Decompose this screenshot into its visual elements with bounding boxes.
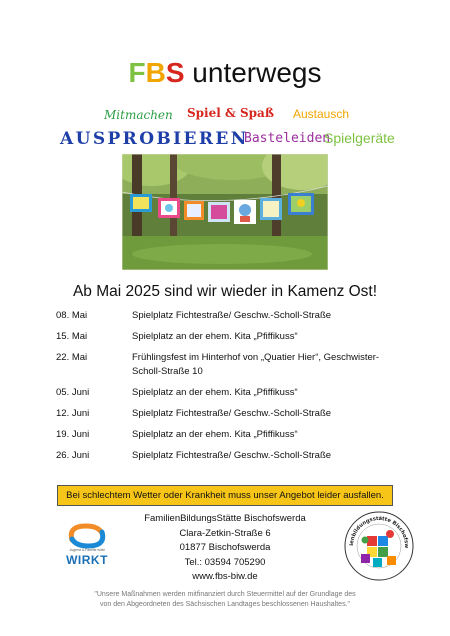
photo-illustration: [122, 154, 328, 270]
schedule-location: Frühlingsfest im Hinterhof von „Quatier Hier“, Geschwister-Scholl-Straße 10: [132, 352, 380, 377]
schedule-row: [56, 330, 396, 344]
wirkt-logo-small-text: Jugend & Familie wirkt: [69, 548, 105, 552]
schedule-row: [56, 309, 396, 323]
schedule-date: 15. Mai: [56, 331, 88, 342]
tagline-basteleiden: Basteleiden: [244, 131, 331, 146]
schedule-location: Spielplatz an der ehem. Kita „Pfiffikuss“: [132, 387, 298, 398]
schedule-row: [56, 386, 396, 400]
schedule-location: Spielplatz Fichtestraße/ Geschw.-Scholl-Straße: [132, 408, 332, 419]
title-rest: unterwegs: [184, 57, 322, 88]
schedule-date: 22. Mai: [56, 352, 88, 363]
wirkt-logo-text: WIRKT: [66, 553, 108, 567]
fbs-seal-logo: [343, 510, 415, 582]
tagline-spiel-spass: Spiel & Spaß: [187, 106, 274, 120]
contact-org: FamilienBildungsStätte Bischofswerda: [144, 513, 306, 524]
schedule-row: [56, 351, 396, 379]
contact-city: 01877 Bischofswerda: [179, 542, 271, 553]
title-letter-b: B: [145, 57, 166, 88]
puzzle-seal-icon: [343, 510, 415, 582]
schedule-date: 12. Juni: [56, 408, 90, 419]
subheading: Ab Mai 2025 sind wir wieder in Kamenz Ost!: [72, 283, 378, 300]
schedule-date: 08. Mai: [56, 310, 88, 321]
tagline-austausch: Austausch: [293, 107, 350, 121]
weather-notice: Bei schlechtem Wetter oder Krankheit muss unser Angebot leider ausfallen.: [57, 485, 393, 506]
schedule-location: Spielplatz Fichtestraße/ Geschw.-Scholl-Straße: [132, 450, 332, 461]
schedule-date: 19. Juni: [56, 429, 90, 440]
schedule-location: Spielplatz Fichtestraße/ Geschw.-Scholl-Straße: [132, 310, 332, 321]
contact-phone: Tel.: 03594 705290: [184, 556, 266, 568]
outdoor-art-photo: [122, 154, 328, 270]
schedule-row: [56, 428, 396, 442]
title-letter-s: S: [165, 57, 185, 88]
footnote-line-2: von den Abgeordneten des Sächsischen Landtages beschlossenen Haushaltes.": [100, 601, 350, 608]
tagline-ausprobieren: AUSPROBIEREN: [60, 129, 249, 149]
tagline-spielgeraete: Spielgeräte: [324, 130, 395, 146]
seal-text: ienbildungsstätte Bischofsw: [348, 515, 410, 549]
contact-web[interactable]: www.fbs-biw.de: [192, 571, 258, 582]
schedule-row: [56, 449, 396, 463]
schedule-date: 26. Juni: [56, 450, 90, 461]
schedule-row: [56, 407, 396, 421]
schedule-date: 05. Juni: [56, 387, 90, 398]
schedule-list: [56, 309, 396, 470]
contact-street: Clara-Zetkin-Straße 6: [179, 527, 271, 539]
footnote-line-1: "Unsere Maßnahmen werden mitfinanziert durch Steuermittel auf der Grundlage des: [94, 591, 356, 598]
schedule-location: Spielplatz an der ehem. Kita „Pfiffikuss“: [132, 331, 298, 342]
schedule-location: Spielplatz an der ehem. Kita „Pfiffikuss“: [132, 429, 298, 440]
title-letter-f: F: [128, 57, 146, 88]
page-title: [0, 56, 450, 90]
tagline-mitmachen: Mitmachen: [104, 108, 173, 122]
funding-footnote: [0, 590, 450, 610]
